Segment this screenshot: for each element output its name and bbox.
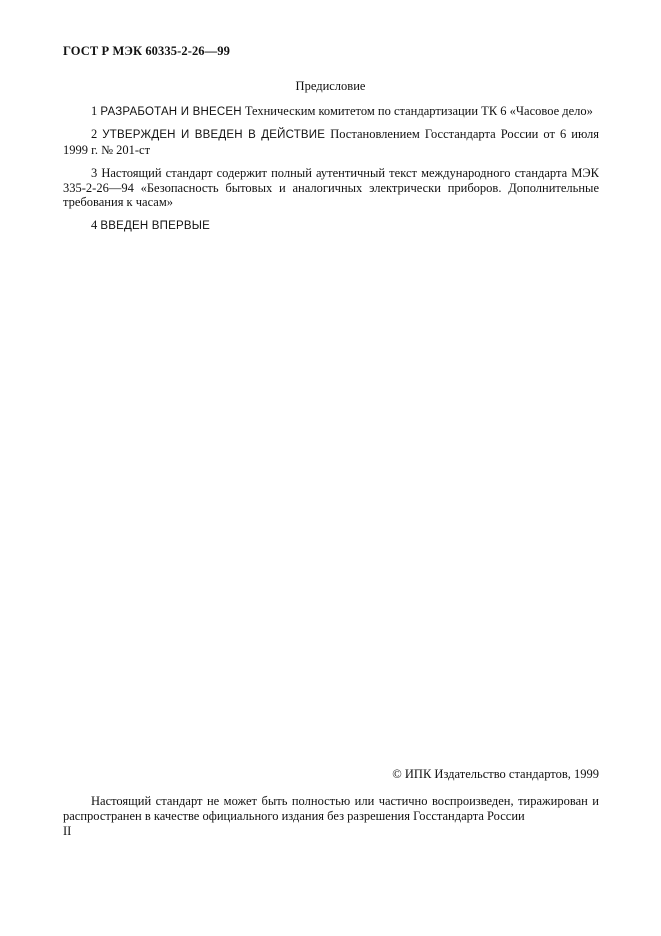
item-number: 3 (91, 166, 98, 180)
section-title: Предисловие (295, 79, 366, 93)
foreword-item-3 (63, 166, 599, 210)
item-caps-text: УТВЕРЖДЕН И ВВЕДЕН В ДЕЙСТВИЕ (102, 129, 326, 141)
item-text: Техническим комитетом по стандартизации ТК 6 «Часовое дело» (244, 104, 593, 118)
item-number: 4 (91, 218, 98, 232)
foreword-item-2 (63, 127, 599, 157)
item-number: 2 (91, 127, 98, 141)
item-text: Настоящий стандарт содержит полный аутентичный текст международного стандарта МЭК 335-2-26—94 «Безопасность бытовых и аналогичных электрически приборов. Дополнительные требования к часам» (63, 166, 599, 209)
foreword-item-4 (63, 218, 599, 234)
item-caps-text: РАЗРАБОТАН И ВНЕСЕН (100, 106, 242, 118)
page-number: II (63, 824, 72, 838)
item-text: Постановлением Госстандарта России от 6 июля 1999 г. № 201-ст (63, 127, 600, 157)
item-caps-text: ВВЕДЕН ВПЕРВЫЕ (100, 220, 210, 232)
item-number: 1 (91, 104, 98, 118)
standard-code-header: ГОСТ Р МЭК 60335-2-26—99 (63, 44, 230, 58)
reproduction-notice: Настоящий стандарт не может быть полностью или частично воспроизведен, тиражирован и распространен в качестве официального издания без разрешения Госстандарта России (63, 794, 599, 823)
copyright-notice: © ИПК Издательство стандартов, 1999 (392, 767, 599, 781)
foreword-item-1 (63, 104, 599, 120)
